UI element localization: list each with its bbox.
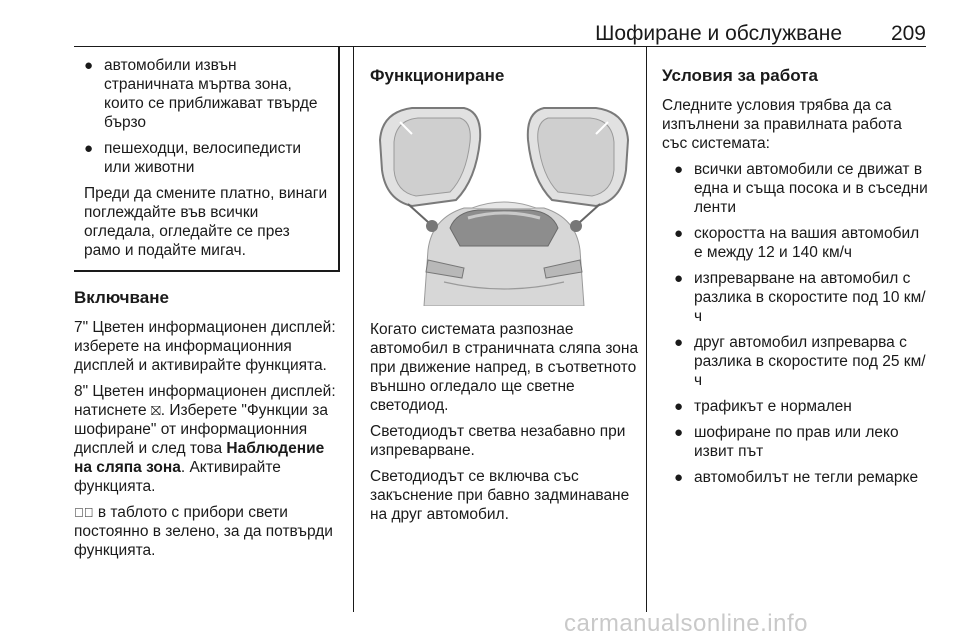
- page-header: [74, 0, 926, 46]
- condition-text: изпреварване на автомобил с разлика в скоростите под 10 км/ч: [694, 270, 926, 325]
- paragraph-7inch: 7" Цветен информационен дисплей: изберете на информационния дисплей и активирайте функцията.: [74, 319, 336, 374]
- bullet-dot-icon: ●: [674, 424, 684, 441]
- condition-bullet: [674, 333, 928, 390]
- bullet-dot-icon: ●: [674, 270, 684, 287]
- column-1-body: [74, 288, 346, 567]
- condition-text: друг автомобил изпреварва с разлика в скоростите под 25 км/ч: [694, 334, 926, 389]
- heading-operation: Функциониране: [370, 66, 505, 85]
- section-title: Шофиране и обслужване: [595, 22, 842, 45]
- condition-text: всички автомобили се движат в една и съща посока и в съседни ленти: [694, 161, 928, 216]
- para2-text-c: . Активирайте функцията.: [74, 459, 281, 495]
- bullet-dot-icon: ●: [84, 140, 94, 157]
- condition-text: трафикът е нормален: [694, 398, 852, 415]
- operation-paragraph-1: Когато системата разпознае автомобил в страничната сляпа зона при движение напред, в съответното външно огледало ще светне светодиод.: [370, 321, 639, 414]
- bullet-dot-icon: ●: [84, 57, 94, 74]
- condition-text: автомобилът не тегли ремарке: [694, 469, 919, 486]
- operation-paragraph-2: Светодиодът светва незабавно при изпреварване.: [370, 423, 626, 459]
- heading-activation: Включване: [74, 288, 169, 307]
- column-2-heading-wrap: [370, 66, 640, 96]
- heading-conditions: Условия за работа: [662, 66, 818, 85]
- conditions-intro: Следните условия трябва да са изпълнени за правилната работа със системата:: [662, 97, 902, 152]
- page-number: 209: [890, 22, 926, 45]
- note-bullet-text: автомобили извън страничната мъртва зона, които се приближават твърде бързо: [104, 57, 318, 131]
- column-divider-2: [646, 46, 647, 612]
- para3-text: в таблото с прибори свети постоянно в зелено, за да потвърди функцията.: [74, 504, 333, 559]
- operation-paragraph-3: Светодиодът се включва със закъснение при бавно задминаване на друг автомобил.: [370, 468, 630, 523]
- note-bullet: [84, 139, 330, 177]
- blind-spot-indicator-icon: ⇠⃝: [74, 505, 94, 520]
- condition-bullet: [674, 160, 928, 217]
- bullet-dot-icon: ●: [674, 398, 684, 415]
- column-2-body: [370, 320, 640, 531]
- para2-text-b: . Изберете "Функции за шофиране" от информационния дисплей и след това: [74, 402, 328, 457]
- note-bullet-text: пешеходци, велосипедисти или животни: [104, 140, 302, 176]
- condition-bullet: [674, 468, 928, 487]
- bullet-dot-icon: ●: [674, 161, 684, 178]
- para2-text-a: 8" Цветен информационен дисплей: натиснете: [74, 383, 336, 419]
- bullet-dot-icon: ●: [674, 469, 684, 486]
- condition-text: скоростта на вашия автомобил е между 12 и 140 км/ч: [694, 225, 920, 261]
- paragraph-indicator: [74, 503, 346, 560]
- menu-icon: ⛝: [150, 403, 161, 418]
- watermark-link[interactable]: carmanualsonline.info: [564, 610, 808, 637]
- note-text: Преди да смените платно, винаги поглеждайте във всички огледала, огледайте се през рамо и подайте мигач.: [84, 185, 328, 259]
- condition-text: шофиране по прав или леко извит път: [694, 424, 899, 460]
- paragraph-8inch: [74, 382, 346, 496]
- column-divider-1: [353, 46, 354, 612]
- column-3-body: [662, 66, 928, 494]
- bullet-dot-icon: ●: [674, 334, 684, 351]
- condition-bullet: [674, 224, 928, 262]
- menu-path-bold: Наблюдение на сляпа зона: [74, 440, 325, 476]
- condition-bullet: [674, 397, 928, 416]
- bullet-dot-icon: ●: [674, 225, 684, 242]
- condition-bullet: [674, 269, 928, 326]
- note-bullet: [84, 56, 330, 132]
- condition-bullet: [674, 423, 928, 461]
- warning-note-box: [74, 46, 340, 272]
- car-rear-mirrors-illustration-icon: [372, 100, 636, 306]
